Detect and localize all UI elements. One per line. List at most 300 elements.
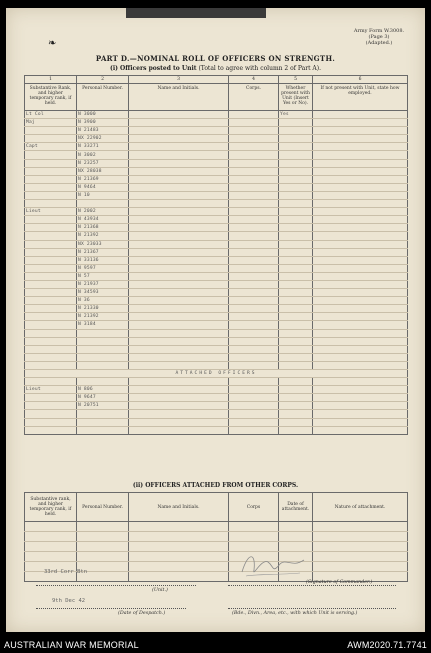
table-row: [25, 353, 408, 361]
sub-title: [6, 65, 425, 72]
table-cell: [279, 378, 313, 386]
table-cell: NX 22902: [77, 135, 129, 143]
column-header-present: Whether present with Unit (Insert Yes or No).: [279, 84, 313, 111]
table-cell: [313, 562, 408, 572]
table-cell: [77, 542, 129, 552]
table-cell: [129, 240, 229, 248]
table-cell: [229, 200, 279, 208]
table-cell: N 21330: [77, 305, 129, 313]
table-cell: [25, 542, 77, 552]
column-number: 3: [129, 76, 229, 84]
table-cell: [25, 159, 77, 167]
table-cell: [279, 361, 313, 369]
table-row: [25, 305, 408, 313]
table-cell: [279, 386, 313, 394]
table-cell: [25, 289, 77, 297]
table-cell: N 9464: [77, 183, 129, 191]
table-cell: [313, 240, 408, 248]
table-cell: [129, 402, 229, 410]
table-cell: [77, 345, 129, 353]
part-title: PART D.—NOMINAL ROLL OF OFFICERS ON STRENGTH.: [95, 54, 336, 63]
table-row: [25, 240, 408, 248]
table-row: [25, 337, 408, 345]
table-cell: [129, 337, 229, 345]
table-cell: [229, 297, 279, 305]
table-cell: [129, 248, 229, 256]
table-cell: [313, 224, 408, 232]
table-cell: [77, 532, 129, 542]
table-cell: [25, 216, 77, 224]
table-cell: [313, 256, 408, 264]
table-row: [25, 361, 408, 369]
table-cell: [313, 337, 408, 345]
table-cell: [129, 552, 229, 562]
table-cell: [279, 402, 313, 410]
table-cell: [129, 175, 229, 183]
table-cell: [229, 175, 279, 183]
table-cell: [229, 280, 279, 288]
table-cell: [25, 329, 77, 337]
table-cell: [279, 337, 313, 345]
column-header-corps: Corps: [229, 493, 279, 522]
table-cell: [129, 216, 229, 224]
table-cell: [229, 232, 279, 240]
nominal-roll-body: [25, 111, 408, 435]
table-cell: [229, 378, 279, 386]
table-cell: Maj: [25, 119, 77, 127]
nominal-roll-table: [24, 75, 408, 435]
table-row: [25, 183, 408, 191]
table-cell: [313, 119, 408, 127]
table-cell: [313, 248, 408, 256]
table-cell: [129, 426, 229, 434]
table-cell: [229, 111, 279, 119]
table-cell: [25, 378, 77, 386]
date-line: [36, 608, 186, 609]
table-cell: [313, 542, 408, 552]
table-cell: [129, 410, 229, 418]
column-number: 2: [77, 76, 129, 84]
form-ref-line: (Adapted.): [365, 40, 393, 46]
table-row: [25, 321, 408, 329]
table-cell: [279, 345, 313, 353]
sub-title-rest: (Total to agree with column 2 of Part A).: [196, 65, 321, 72]
table-cell: [229, 248, 279, 256]
table-cell: [313, 280, 408, 288]
table-row: [25, 402, 408, 410]
table-cell: Capt: [25, 143, 77, 151]
table-cell: [129, 183, 229, 191]
table-cell: [229, 361, 279, 369]
column-header-employment: If not present with Unit, state how employed.: [313, 84, 408, 111]
form-reference: [349, 28, 409, 46]
table-cell: [229, 321, 279, 329]
table-cell: [313, 313, 408, 321]
table-cell: [313, 378, 408, 386]
unit-label: (Unit.): [152, 588, 168, 593]
table-row: [25, 232, 408, 240]
table-cell: [313, 305, 408, 313]
table-cell: [25, 248, 77, 256]
table-cell: [313, 361, 408, 369]
table-cell: [279, 280, 313, 288]
table-cell: [25, 175, 77, 183]
column-header-rank: Substantive Rank, and higher temporary rank, if held.: [25, 84, 77, 111]
signature-label: (Signature of Commander.): [306, 580, 373, 585]
table-cell: [229, 272, 279, 280]
table-row: [25, 522, 408, 532]
table-cell: [229, 337, 279, 345]
table-cell: N 3000: [77, 111, 129, 119]
table-row: [25, 386, 408, 394]
date-typed: 9th Dec 42: [52, 598, 86, 604]
table-row: [25, 329, 408, 337]
table-cell: [313, 159, 408, 167]
table-cell: [129, 135, 229, 143]
table-cell: N 2002: [77, 208, 129, 216]
table-cell: [77, 361, 129, 369]
table-row: [25, 111, 408, 119]
table-cell: [313, 191, 408, 199]
table-cell: [279, 426, 313, 434]
table-cell: [229, 151, 279, 159]
column-number: 5: [279, 76, 313, 84]
table-cell: [279, 410, 313, 418]
table-cell: [313, 297, 408, 305]
table-cell: [25, 321, 77, 329]
table-cell: [25, 224, 77, 232]
table-cell: [77, 200, 129, 208]
table-cell: [313, 552, 408, 562]
table-cell: [77, 337, 129, 345]
table-cell: N 21392: [77, 232, 129, 240]
table-cell: [129, 151, 229, 159]
column-number: 4: [229, 76, 279, 84]
table-cell: [25, 264, 77, 272]
table-cell: [25, 353, 77, 361]
table-cell: N 21392: [77, 313, 129, 321]
table-cell: N 3900: [77, 119, 129, 127]
table-cell: [129, 191, 229, 199]
table-cell: [229, 353, 279, 361]
table-cell: [129, 224, 229, 232]
table-cell: [129, 378, 229, 386]
table-cell: N 23257: [77, 159, 129, 167]
table-cell: [313, 345, 408, 353]
table-cell: [279, 305, 313, 313]
table-cell: [25, 151, 77, 159]
table-cell: [129, 394, 229, 402]
column-number: 6: [313, 76, 408, 84]
punch-mark-icon: ❧: [48, 38, 57, 49]
table-cell: [229, 264, 279, 272]
table-cell: [129, 329, 229, 337]
table-cell: [279, 119, 313, 127]
table-row: [25, 248, 408, 256]
table-cell: Lieut: [25, 386, 77, 394]
table-cell: [279, 183, 313, 191]
table-cell: N 33271: [77, 143, 129, 151]
table-cell: [279, 151, 313, 159]
table-cell: [129, 208, 229, 216]
table-cell: N 10: [77, 191, 129, 199]
table-cell: N 9597: [77, 264, 129, 272]
column-header-number: Personal Number.: [77, 84, 129, 111]
table-cell: [313, 175, 408, 183]
table-row: [25, 127, 408, 135]
table-cell: [129, 167, 229, 175]
table-row: [25, 410, 408, 418]
table-cell: [229, 224, 279, 232]
table-cell: N 21937: [77, 280, 129, 288]
table-cell: [129, 386, 229, 394]
table-cell: [279, 216, 313, 224]
table-cell: [279, 353, 313, 361]
table-cell: [229, 386, 279, 394]
table-cell: [25, 232, 77, 240]
table-row: [25, 345, 408, 353]
table-cell: [229, 208, 279, 216]
table-row: [25, 297, 408, 305]
table-cell: [129, 297, 229, 305]
table-cell: [279, 289, 313, 297]
caption-accession-number: AWM2020.71.7741: [347, 640, 427, 650]
table-row: [25, 224, 408, 232]
table-cell: [279, 232, 313, 240]
table-row: [25, 159, 408, 167]
table-cell: [229, 191, 279, 199]
column-header-corps: Corps.: [229, 84, 279, 111]
table-cell: [129, 345, 229, 353]
table-row: [25, 208, 408, 216]
table-cell: [313, 208, 408, 216]
signature-scribble-icon: [238, 548, 308, 582]
table-cell: [229, 402, 279, 410]
table-cell: [279, 135, 313, 143]
table-row: [25, 191, 408, 199]
table-cell: [77, 418, 129, 426]
table-cell: [129, 256, 229, 264]
column-header-rank: Substantive rank, and higher temporary rank, if held.: [25, 493, 77, 522]
table-cell: [129, 522, 229, 532]
table-cell: [25, 200, 77, 208]
table-cell: NX 23033: [77, 240, 129, 248]
table-row: [25, 151, 408, 159]
table-cell: N 3002: [77, 151, 129, 159]
table-cell: [279, 272, 313, 280]
table-cell: N 9647: [77, 394, 129, 402]
table-cell: [129, 572, 229, 582]
table-cell: N 21483: [77, 127, 129, 135]
table-cell: [25, 394, 77, 402]
table-cell: [229, 345, 279, 353]
table-cell: [129, 272, 229, 280]
table-cell: [313, 111, 408, 119]
table-cell: [279, 313, 313, 321]
table-cell: [279, 418, 313, 426]
column-number: 1: [25, 76, 77, 84]
table-cell: [279, 159, 313, 167]
table-cell: [313, 167, 408, 175]
table-cell: [229, 240, 279, 248]
table-row: [25, 378, 408, 386]
table-cell: [77, 552, 129, 562]
table-row: [25, 272, 408, 280]
sub-title-bold: (i) Officers posted to Unit: [110, 65, 197, 72]
table-row: [25, 175, 408, 183]
table-cell: [279, 167, 313, 175]
table-cell: [129, 264, 229, 272]
table-cell: [229, 143, 279, 151]
table-row: [25, 313, 408, 321]
table-cell: [313, 183, 408, 191]
table-cell: [77, 378, 129, 386]
table-cell: [313, 264, 408, 272]
unit-line: [36, 585, 196, 586]
table-cell: [313, 386, 408, 394]
table-cell: [313, 289, 408, 297]
date-label: (Date of Despatch.): [118, 611, 166, 616]
table-cell: [279, 175, 313, 183]
table-cell: [129, 232, 229, 240]
table-row: [25, 542, 408, 552]
table-cell: [25, 272, 77, 280]
table-cell: [129, 280, 229, 288]
table-cell: [279, 248, 313, 256]
table-cell: [313, 402, 408, 410]
column-header-number: Personal Number.: [77, 493, 129, 522]
location-label: (Bde., Divn., Area, etc., with which Unit is serving.): [232, 611, 358, 616]
table-cell: [129, 143, 229, 151]
table-cell: [279, 532, 313, 542]
table-cell: [313, 216, 408, 224]
table-cell: [279, 264, 313, 272]
table-cell: [229, 167, 279, 175]
document-page: [6, 8, 425, 632]
table-cell: [25, 297, 77, 305]
unit-typed: 33rd Corr Btn: [44, 569, 88, 575]
column-header-date: Date of attachment.: [279, 493, 313, 522]
table-cell: [313, 353, 408, 361]
table-cell: [25, 127, 77, 135]
table-cell: [25, 410, 77, 418]
table-cell: [77, 522, 129, 532]
table-cell: [229, 216, 279, 224]
table-row: [25, 135, 408, 143]
table-cell: [279, 394, 313, 402]
table-cell: [129, 111, 229, 119]
table-cell: [129, 200, 229, 208]
table-cell: N 43934: [77, 216, 129, 224]
table-cell: N 20751: [77, 402, 129, 410]
table-cell: [77, 353, 129, 361]
table-cell: [129, 321, 229, 329]
table-row: [25, 216, 408, 224]
table-cell: [313, 329, 408, 337]
table-row: [25, 426, 408, 434]
table-row: [25, 200, 408, 208]
table-row: [25, 143, 408, 151]
form-ref-line: (Page 3): [368, 34, 390, 40]
table-cell: N 3184: [77, 321, 129, 329]
table-cell: [129, 542, 229, 552]
table-cell: NX 28038: [77, 167, 129, 175]
table-cell: [77, 410, 129, 418]
table-cell: [313, 532, 408, 542]
section2-title: (ii) OFFICERS ATTACHED FROM OTHER CORPS.: [132, 482, 299, 489]
table-cell: Lt Col: [25, 111, 77, 119]
table-cell: [25, 402, 77, 410]
table-cell: [129, 313, 229, 321]
table-cell: [279, 256, 313, 264]
table-cell: [77, 329, 129, 337]
table-cell: [25, 313, 77, 321]
table-row: [25, 394, 408, 402]
table-cell: Lieut: [25, 208, 77, 216]
table-cell: [279, 522, 313, 532]
table-cell: [25, 305, 77, 313]
table-row: [25, 119, 408, 127]
table-cell: [129, 289, 229, 297]
signature-line: [228, 585, 396, 586]
table-cell: [25, 280, 77, 288]
table-cell: [229, 522, 279, 532]
table-cell: [279, 143, 313, 151]
table-cell: [279, 191, 313, 199]
table-cell: N 21368: [77, 224, 129, 232]
table-cell: [25, 532, 77, 542]
table-cell: [25, 183, 77, 191]
table-cell: [25, 337, 77, 345]
table-cell: [313, 151, 408, 159]
table-cell: [25, 345, 77, 353]
table-cell: [129, 159, 229, 167]
table-cell: [129, 127, 229, 135]
table-cell: [129, 119, 229, 127]
form-ref-line: Army Form W.3008.: [353, 28, 405, 34]
table-cell: N 57: [77, 272, 129, 280]
table-cell: [229, 159, 279, 167]
table-cell: [129, 353, 229, 361]
table-cell: [129, 361, 229, 369]
table-cell: [279, 200, 313, 208]
table-cell: [279, 240, 313, 248]
table-cell: [229, 329, 279, 337]
table-cell: [279, 329, 313, 337]
table-cell: [279, 224, 313, 232]
table-cell: [279, 321, 313, 329]
table-row: [25, 264, 408, 272]
table-cell: [129, 305, 229, 313]
column-header-name: Name and Initials.: [129, 84, 229, 111]
caption-institution: AUSTRALIAN WAR MEMORIAL: [4, 640, 139, 650]
table-cell: [279, 208, 313, 216]
table-cell: [229, 532, 279, 542]
table-cell: [313, 522, 408, 532]
table-cell: [229, 313, 279, 321]
table-cell: [313, 410, 408, 418]
table-cell: N 21369: [77, 175, 129, 183]
table-cell: [229, 289, 279, 297]
table-cell: [25, 552, 77, 562]
table-cell: [25, 426, 77, 434]
table-cell: [279, 297, 313, 305]
table-cell: [229, 394, 279, 402]
table-cell: [313, 232, 408, 240]
table-cell: [77, 426, 129, 434]
table-cell: N 806: [77, 386, 129, 394]
table-cell: Yes: [279, 111, 313, 119]
